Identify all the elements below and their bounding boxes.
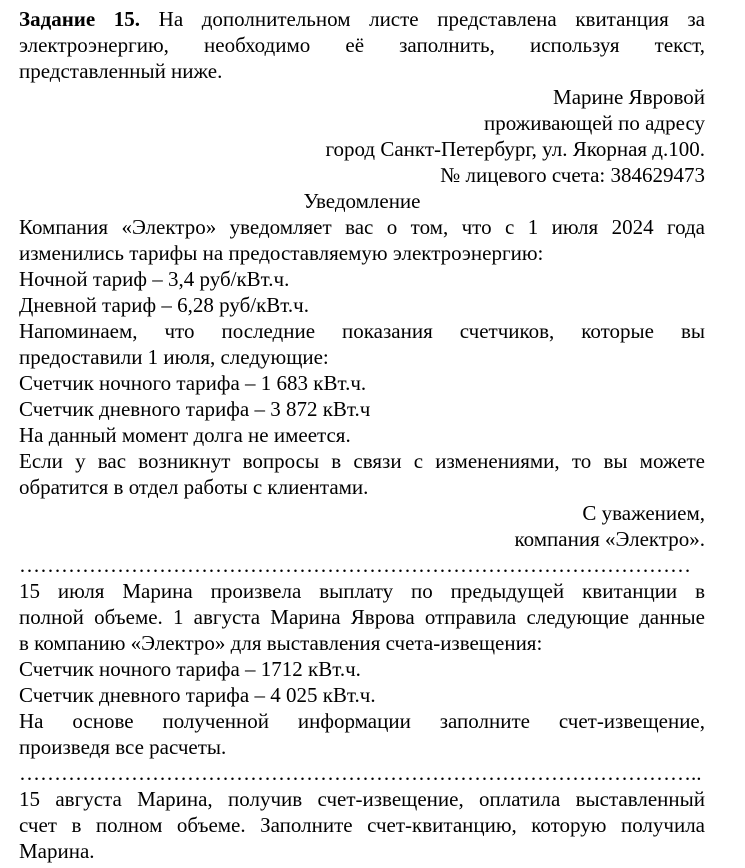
notice-p1-line1: Компания «Электро» уведомляет вас о том, что с 1 июля 2024 года <box>19 215 705 239</box>
task-number: Задание 15. <box>19 7 141 31</box>
task-intro-text: На дополнительном листе представлена квитанция за <box>158 7 706 31</box>
part3-line1: 15 августа Марина, получив счет-извещение, оплатила выставленный <box>19 787 705 811</box>
recipient-name: Марине Явровой <box>553 85 705 109</box>
task-intro-line1 <box>19 6 705 32</box>
night-meter-reading: Счетчик ночного тарифа – 1 683 кВт.ч. <box>19 371 367 395</box>
notice-p1-line2: изменились тарифы на предоставляемую электроэнергию: <box>19 241 544 265</box>
task-intro-line2: электроэнергию, необходимо её заполнить, используя текст, <box>19 33 705 57</box>
part3-line3: Марина. <box>19 839 95 863</box>
account-number: № лицевого счета: 384629473 <box>440 163 705 187</box>
no-debt-note: На данный момент долга не имеется. <box>19 423 351 447</box>
notice-p3-line2: обратится в отдел работы с клиентами. <box>19 475 369 499</box>
notice-p3-line1: Если у вас возникнут вопросы в связи с изменениями, то вы можете <box>19 449 705 473</box>
task-intro-line3: представленный ниже. <box>19 59 223 83</box>
day-meter-reading: Счетчик дневного тарифа – 3 872 кВт.ч <box>19 397 371 421</box>
signature-line1: С уважением, <box>582 501 705 525</box>
notice-title: Уведомление <box>303 189 421 213</box>
night-tariff: Ночной тариф – 3,4 руб/кВт.ч. <box>19 267 290 291</box>
recipient-address-label: проживающей по адресу <box>484 111 705 135</box>
part2-line6: На основе полученной информации заполните счет-извещение, <box>19 709 705 733</box>
notice-p2-line2: предоставили 1 июля, следующие: <box>19 345 329 369</box>
day-tariff: Дневной тариф – 6,28 руб/кВт.ч. <box>19 293 309 317</box>
separator-dots: …………………………………………………………………………………… <box>19 553 691 577</box>
notice-p2-line1: Напоминаем, что последние показания счетчиков, которые вы <box>19 319 705 343</box>
new-day-meter-reading: Счетчик дневного тарифа – 4 025 кВт.ч. <box>19 683 376 707</box>
new-night-meter-reading: Счетчик ночного тарифа – 1712 кВт.ч. <box>19 657 361 681</box>
recipient-address: город Санкт-Петербург, ул. Якорная д.100. <box>325 137 705 161</box>
part2-line2: полной объеме. 1 августа Марина Яврова отправила следующие данные <box>19 605 705 629</box>
signature-line2: компания «Электро». <box>514 527 705 551</box>
part2-line7: произведя все расчеты. <box>19 735 227 759</box>
part2-line1: 15 июля Марина произвела выплату по предыдущей квитанции в <box>19 579 705 603</box>
part2-line3: в компанию «Электро» для выставления счета-извещения: <box>19 631 543 655</box>
separator-dots: …………………………………………………………………………………….. <box>19 761 702 785</box>
part3-line2: счет в полном объеме. Заполните счет-квитанцию, которую получила <box>19 813 705 837</box>
